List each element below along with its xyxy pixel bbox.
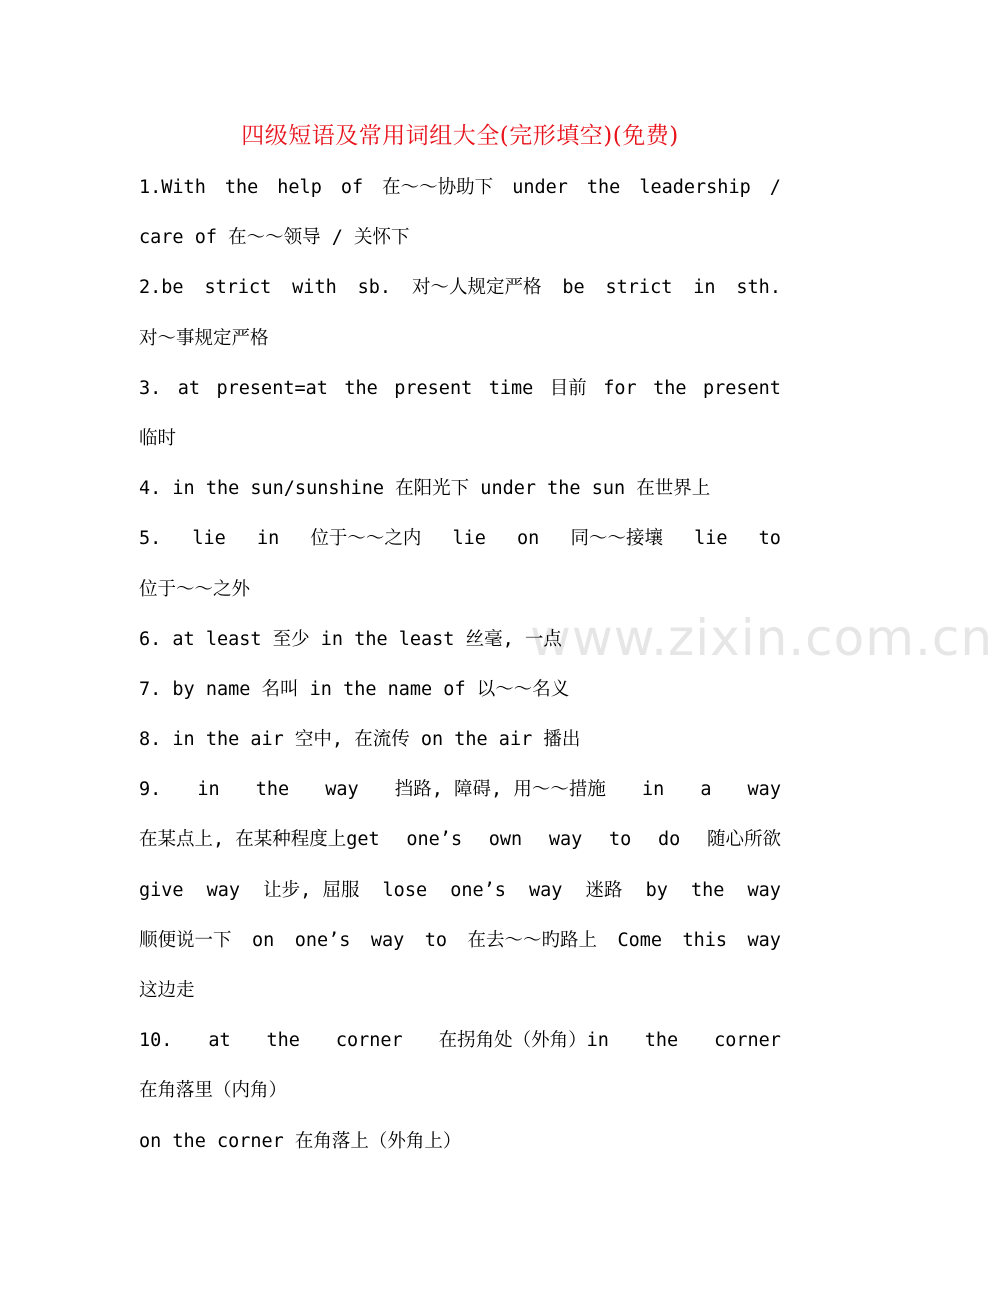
text-segment: way (370, 929, 405, 951)
text-segment: lose (382, 879, 428, 901)
text-segment: Come (617, 929, 662, 951)
text-segment: one’s (450, 879, 506, 901)
text-segment: one’s (406, 829, 463, 851)
text-segment: be (562, 277, 585, 299)
text-segment: to (758, 528, 781, 550)
text-segment: in (197, 779, 220, 801)
text-segment: lie (192, 528, 226, 550)
text-segment: 10. (139, 1030, 173, 1052)
text-segment: the (644, 1030, 679, 1052)
text-line (139, 871, 781, 921)
text-segment: 随心所欲 (706, 829, 781, 851)
text-line (139, 620, 781, 670)
text-line (139, 1021, 781, 1071)
text-segment: in (641, 779, 665, 801)
text-segment: the (691, 879, 725, 901)
text-line (139, 720, 781, 770)
text-segment: to (609, 829, 632, 851)
text-segment: one’s (294, 929, 351, 951)
text-segment: do (657, 829, 681, 851)
text-segment: way (747, 929, 781, 951)
text-segment: leadership (639, 177, 751, 198)
text-segment: to (424, 929, 448, 951)
text-segment: 8. in the air 空中, 在流传 on the air 播出 (139, 729, 581, 751)
text-segment: way (529, 879, 563, 901)
text-line (139, 218, 781, 268)
text-segment: 6. at least 至少 in the least 丝毫, 一点 (139, 628, 562, 650)
text-line (139, 971, 781, 1021)
text-segment: 顺便说一下 (139, 929, 232, 951)
text-segment: the (653, 377, 687, 399)
text-line (139, 168, 781, 218)
text-segment: at (177, 377, 201, 399)
text-segment: present=at (216, 377, 328, 399)
text-line (139, 770, 781, 820)
text-segment: a (700, 779, 712, 801)
watermark: www.zixin.com.cn (530, 609, 993, 667)
text-segment: with (292, 277, 337, 299)
text-segment: 在角落里（内角） (139, 1080, 288, 1102)
text-segment: 位于～～之内 (310, 528, 422, 550)
document-body (139, 168, 781, 1172)
text-segment: 在去～～旳路上 (467, 929, 597, 951)
text-segment: 目前 (549, 377, 587, 399)
text-line (139, 820, 781, 870)
text-segment: under (512, 177, 568, 198)
text-segment: 挡路, 障碍, 用～～措施 (394, 779, 606, 801)
text-segment: the (224, 177, 259, 198)
text-segment: time (488, 377, 534, 399)
text-segment: 9. (139, 779, 162, 801)
text-segment: for (603, 377, 637, 399)
text-segment: 让步, 屈服 (263, 879, 360, 901)
text-segment: strict (204, 277, 272, 299)
text-segment: 7. by name 名叫 in the name of 以～～名义 (139, 678, 570, 700)
text-segment: corner (335, 1030, 403, 1052)
text-line (139, 519, 781, 569)
text-line (139, 921, 781, 971)
text-segment: 同～～接壤 (570, 528, 663, 550)
text-segment: way (325, 779, 359, 801)
page-title: 四级短语及常用词组大全(完形填空)(免费) (241, 123, 679, 149)
text-segment: strict (605, 277, 673, 299)
text-segment: 迷路 (585, 879, 623, 901)
text-segment: / (769, 177, 781, 198)
text-segment: at (208, 1030, 231, 1052)
text-segment: 3. (139, 377, 162, 399)
text-segment: the (255, 779, 290, 801)
text-segment: on (517, 528, 540, 550)
text-line (139, 469, 781, 519)
text-segment: the (266, 1030, 300, 1052)
text-line (139, 570, 781, 620)
text-segment: the (344, 377, 378, 399)
text-segment: on the corner 在角落上（外角上） (139, 1130, 462, 1152)
text-segment: this (682, 929, 728, 951)
text-segment: present (702, 377, 781, 399)
text-segment: in (256, 528, 280, 550)
text-segment: 对～人规定严格 (411, 277, 542, 299)
text-segment: sth. (736, 277, 781, 299)
text-segment: way (206, 879, 241, 901)
text-segment: the (586, 177, 621, 198)
text-segment: way (747, 879, 781, 901)
text-segment: by (645, 879, 668, 901)
text-line (139, 419, 781, 469)
text-segment: 5. (139, 528, 162, 550)
text-line (139, 1122, 781, 1172)
text-segment: in (693, 277, 716, 299)
text-segment: 在拐角处（外角）in (438, 1030, 609, 1052)
text-line (139, 268, 781, 318)
text-segment: 在某点上, 在某种程度上get (139, 829, 380, 851)
text-segment: way (747, 779, 781, 801)
text-segment: help (277, 177, 322, 198)
text-segment: 2.be (139, 277, 184, 299)
text-segment: lie (694, 528, 728, 550)
text-segment: own (488, 829, 523, 851)
text-segment: lie (452, 528, 486, 550)
text-segment: give (139, 879, 184, 901)
text-segment: way (548, 829, 583, 851)
text-segment: 在～～协助下 (382, 177, 494, 198)
text-line (139, 369, 781, 419)
text-segment: 临时 (139, 427, 177, 449)
text-line (139, 1071, 781, 1121)
text-segment: 1.With (139, 177, 206, 198)
text-segment: 对～事规定严格 (139, 327, 269, 349)
text-line (139, 670, 781, 720)
text-segment: present (394, 377, 473, 399)
text-segment: corner (714, 1030, 781, 1052)
text-segment: 位于～～之外 (139, 578, 251, 600)
text-segment: 4. in the sun/sunshine 在阳光下 under the sun 在世界上 (139, 478, 711, 500)
text-segment: sb. (357, 277, 392, 299)
text-segment: of (340, 177, 364, 198)
text-segment: care of 在～～领导 / 关怀下 (139, 227, 410, 249)
text-segment: on (251, 929, 275, 951)
text-segment: 这边走 (139, 980, 195, 1001)
text-line (139, 319, 781, 369)
